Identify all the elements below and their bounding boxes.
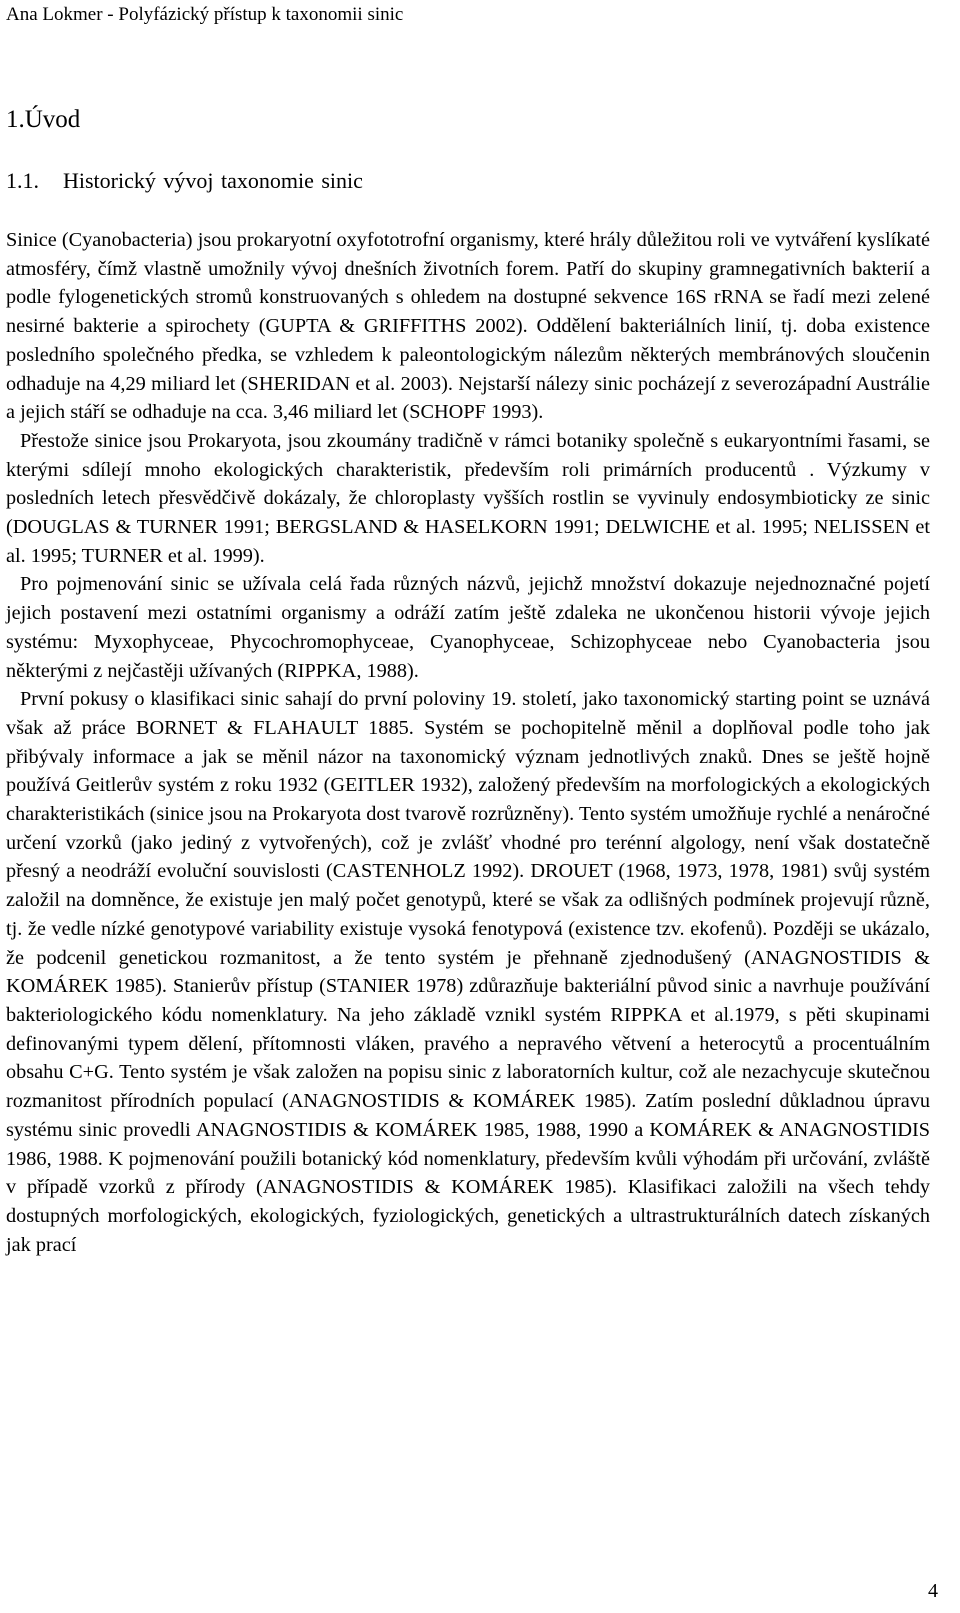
running-header: Ana Lokmer - Polyfázický přístup k taxonomii sinic: [6, 4, 404, 25]
paragraph-1: Sinice (Cyanobacteria) jsou prokaryotní oxyfototrofní organismy, které hrály důležitou roli ve vytváření kyslíkaté atmosféry, čímž vlastně umožnily vývoj dnešních životních forem. Patří do skupiny gramnegativních bakterií a podle fylogenetických stromů konstruovaných s ohledem na dostupné sekvence 16S rRNA se řadí mezi zelené nesirné bakterie a spirochety (GUPTA & GRIFFITHS 2002). Oddělení bakteriálních linií, tj. doba existence posledního společného předka, se vzhledem k paleontologickým nálezům některých membránových sloučenin odhaduje na 4,29 miliard let (SHERIDAN et al. 2003). Nejstarší nálezy sinic pocházejí z severozápadní Austrálie a jejich stáří se odhaduje na cca. 3,46 miliard let (SCHOPF 1993).: [6, 229, 930, 424]
paragraph-2: Přestože sinice jsou Prokaryota, jsou zkoumány tradičně v rámci botaniky společně s eukaryontními řasami, se kterými sdílejí mnoho ekologických charakteristik, především roli primárních producentů . Výzkumy v posledních letech přesvědčivě dokázaly, že chloroplasty vyšších rostlin se vyvinuly endosymbioticky ze sinic (DOUGLAS & TURNER 1991; BERGSLAND & HASELKORN 1991; DELWICHE et al. 1995; NELISSEN et al. 1995; TURNER et al. 1999).: [6, 429, 930, 567]
paragraph-4: První pokusy o klasifikaci sinic sahají do první poloviny 19. století, jako taxonomický starting point se uznává však až práce BORNET & FLAHAULT 1885. Systém se pochopitelně měnil a doplňoval podle toho jak přibývaly informace a jak se měnil názor na taxonomický význam jednotlivých znaků. Dnes se ještě hojně používá Geitlerův systém z roku 1932 (GEITLER 1932), založený především na morfologických a ekologických charakteristikách (sinice jsou na Prokaryota dost tvarově rozrůzněny). Tento systém umožňuje rychlé a nenáročné určení vzorků (jako jediný z vytvořených), což je zvlášť vhodné pro terénní algology, není však dostatečně přesný a neodráží evoluční souvislosti (CASTENHOLZ 1992). DROUET (1968, 1973, 1978, 1981) svůj systém založil na domněnce, že existuje jen malý počet genotypů, které se však za odlišných podmínek projevují různě, tj. že vedle nízké genotypové variability existuje vysoká fenotypová (existence tzv. ekofenů). Později se ukázalo, že podcenil genetickou rozmanitost, a že tento systém je přehnaně zjednodušený (ANAGNOSTIDIS & KOMÁREK 1985). Stanierův přístup (STANIER 1978) zdůrazňuje bakteriální původ sinic a navrhuje používání bakteriologického kódu nomenklatury. Na jeho základě vznikl systém RIPPKA et al.1979, s pěti skupinami definovanými typem dělení, přítomnosti vláken, pravého a nepravého větvení a heterocytů a procentuálním obsahu C+G. Tento systém je však založen na popisu sinic z laboratorních kultur, což ale nezachycuje skutečnou rozmanitost přírodních populací (ANAGNOSTIDIS & KOMÁREK 1985). Zatím poslední důkladnou úpravu systému sinic provedli ANAGNOSTIDIS & KOMÁREK 1985, 1988, 1990 a KOMÁREK & ANAGNOSTIDIS 1986, 1988. K pojmenování použili botanický kód nomenklatury, především kvůli výhodám při určování, zvláště v případě vzorků z přírody (ANAGNOSTIDIS & KOMÁREK 1985). Klasifikaci založili na všech tehdy dostupných morfologických, ekologických, fyziologických, genetických a ultrastrukturálních datech získaných jak prací: [6, 688, 930, 1256]
paragraph-3: Pro pojmenování sinic se užívala celá řada různých názvů, jejichž množství dokazuje nejednoznačné pojetí jejich postavení mezi ostatními organismy a odráží zatím ještě zdaleka ne ukončenou historii vývoje jejich systému: Myxophyceae, Phycochromophyceae, Cyanophyceae, Schizophyceae nebo Cyanobacteria jsou některými z nejčastěji užívaných (RIPPKA, 1988).: [6, 573, 930, 682]
page-number: 4: [928, 1580, 938, 1602]
chapter-title: 1.Úvod: [6, 106, 81, 133]
section-heading: [6, 168, 363, 194]
section-number: 1.1.: [6, 168, 39, 193]
body-text: [6, 226, 930, 1259]
section-title: Historický vývoj taxonomie sinic: [63, 168, 363, 193]
